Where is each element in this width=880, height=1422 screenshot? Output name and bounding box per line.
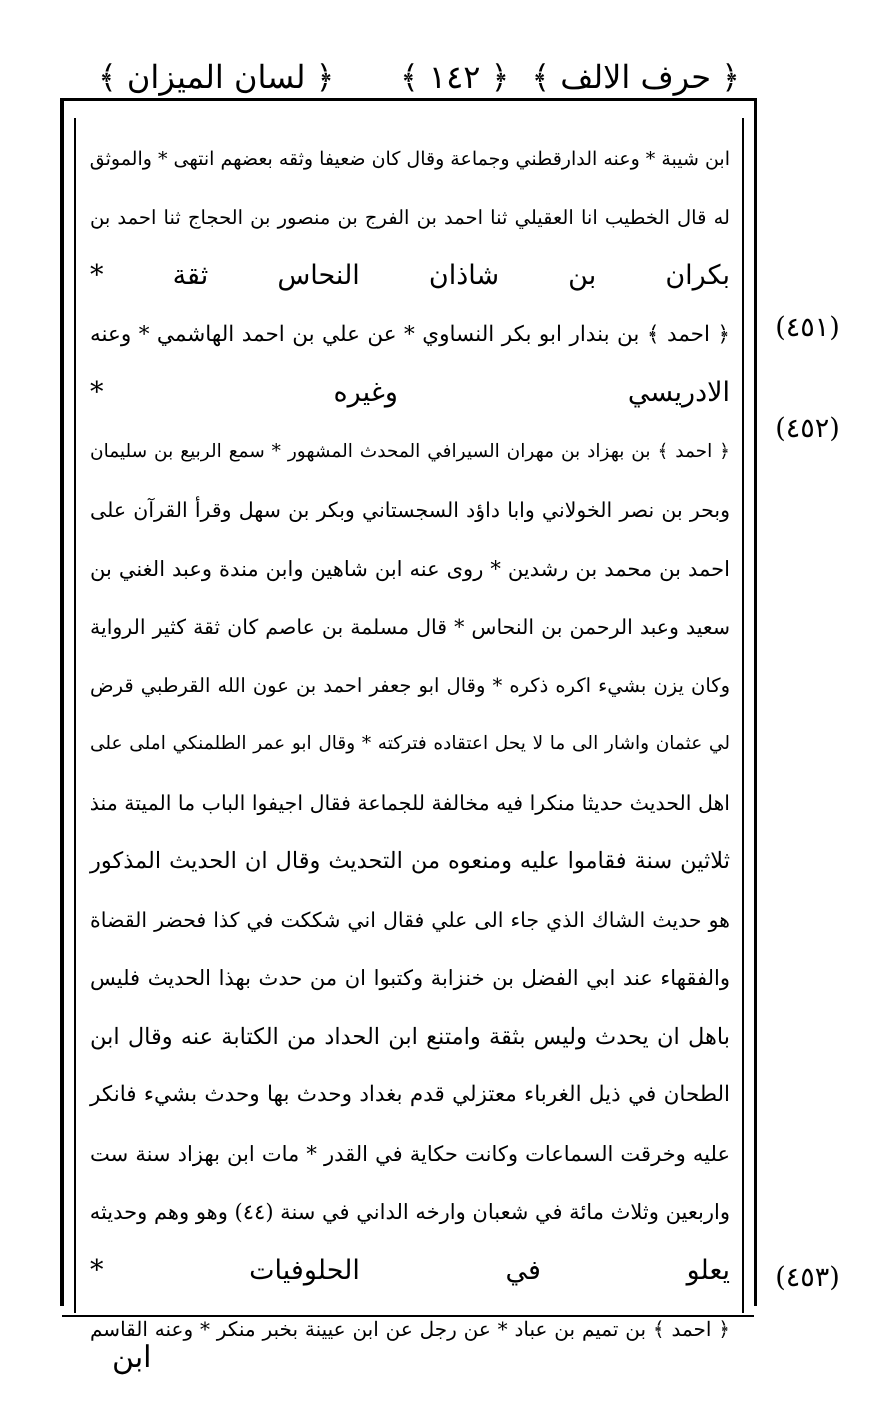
text-line: الادريسي وغيره * [90, 377, 730, 408]
text-line: ابن شيبة * وعنه الدارقطني وجماعة وقال كان ضعيفا وثقه بعضهم انتهى * والموثق [89, 148, 730, 170]
text-line: ﴿ احمد ﴾ بن تميم بن عباد * عن رجل عن ابن عيينة بخبر منكر * وعنه القاسم [90, 1317, 730, 1341]
chapter-title: ﴿ حرف الالف ﴾ [531, 58, 740, 96]
text-line: عليه وخرقت السماعات وكانت حكاية في القدر * مات ابن بهزاد سنة ست [90, 1141, 730, 1166]
text-line: يعلو في الحلوفيات * [90, 1254, 730, 1286]
text-line: باهل ان يحدث وليس بثقة وامتنع ابن الحداد من الكتابة عنه وقال ابن [90, 1023, 730, 1050]
text-line: بكران بن شاذان النحاس ثقة * [90, 260, 730, 291]
text-line: هو حديث الشاك الذي جاء الى علي فقال اني شككت في كذا فحضر القضاة [90, 907, 730, 932]
book-title: ﴿ لسان الميزان ﴾ [98, 58, 335, 96]
text-line: سعيد وعبد الرحمن بن النحاس * قال مسلمة بن عاصم كان ثقة كثير الرواية [90, 615, 730, 639]
text-line: واربعين وثلاث مائة في شعبان وارخه الداني في سنة (٤٤) وهو وهم وحديثه [89, 1200, 730, 1224]
text-line: وكان يزن بشيء اكره ذكره * وقال ابو جعفر احمد بن عون الله القرطبي قرض [90, 673, 730, 697]
text-line: له قال الخطيب انا العقيلي ثنا احمد بن الفرج بن منصور بن الحجاج ثنا احمد بن [90, 205, 730, 229]
text-line: ﴿ احمد ﴾ بن بندار ابو بكر النساوي * عن علي بن احمد الهاشمي * وعنه [90, 321, 730, 347]
text-line: احمد بن محمد بن رشدين * روى عنه ابن شاهين وابن مندة وعبد الغني بن [90, 556, 730, 581]
page-number: ﴿ ١٤٢ ﴾ [400, 58, 510, 96]
entry-number-453: (٤٥٣) [775, 1262, 840, 1293]
body-text [90, 130, 730, 1359]
text-line: ثلاثين سنة فقاموا عليه ومنعوه من التحديث وقال ان الحديث المذكور [90, 848, 730, 874]
text-line: اهل الحديث حديثا منكرا فيه مخالفة للجماعة فقال اجيفوا الباب ما الميتة منذ [89, 790, 730, 815]
text-line: ﴿ احمد ﴾ بن بهزاد بن مهران السيرافي المحدث المشهور * سمع الربيع بن سليمان [90, 440, 730, 462]
text-line: وبحر بن نصر الخولاني وابا داؤد السجستاني وبكر بن سهل وقرأ القرآن على [90, 498, 730, 522]
catchword: ابن [112, 1340, 152, 1375]
entry-number-452: (٤٥٢) [775, 413, 840, 444]
text-line: والفقهاء عند ابي الفضل بن خنزابة وكتبوا ان من حدث بهذا الحديث فليس [90, 966, 730, 990]
frame-inner-right-rule [742, 118, 744, 1313]
frame-inner-left-rule [74, 118, 76, 1313]
text-line: الطحان في ذيل الغرباء معتزلي قدم بغداد وحدث بها وحدث بشيء فانكر [90, 1082, 730, 1107]
entry-number-451: (٤٥١) [775, 312, 840, 343]
text-line: لي عثمان واشار الى ما لا يحل اعتقاده فتركته * وقال ابو عمر الطلمنكي املى على [90, 733, 730, 754]
